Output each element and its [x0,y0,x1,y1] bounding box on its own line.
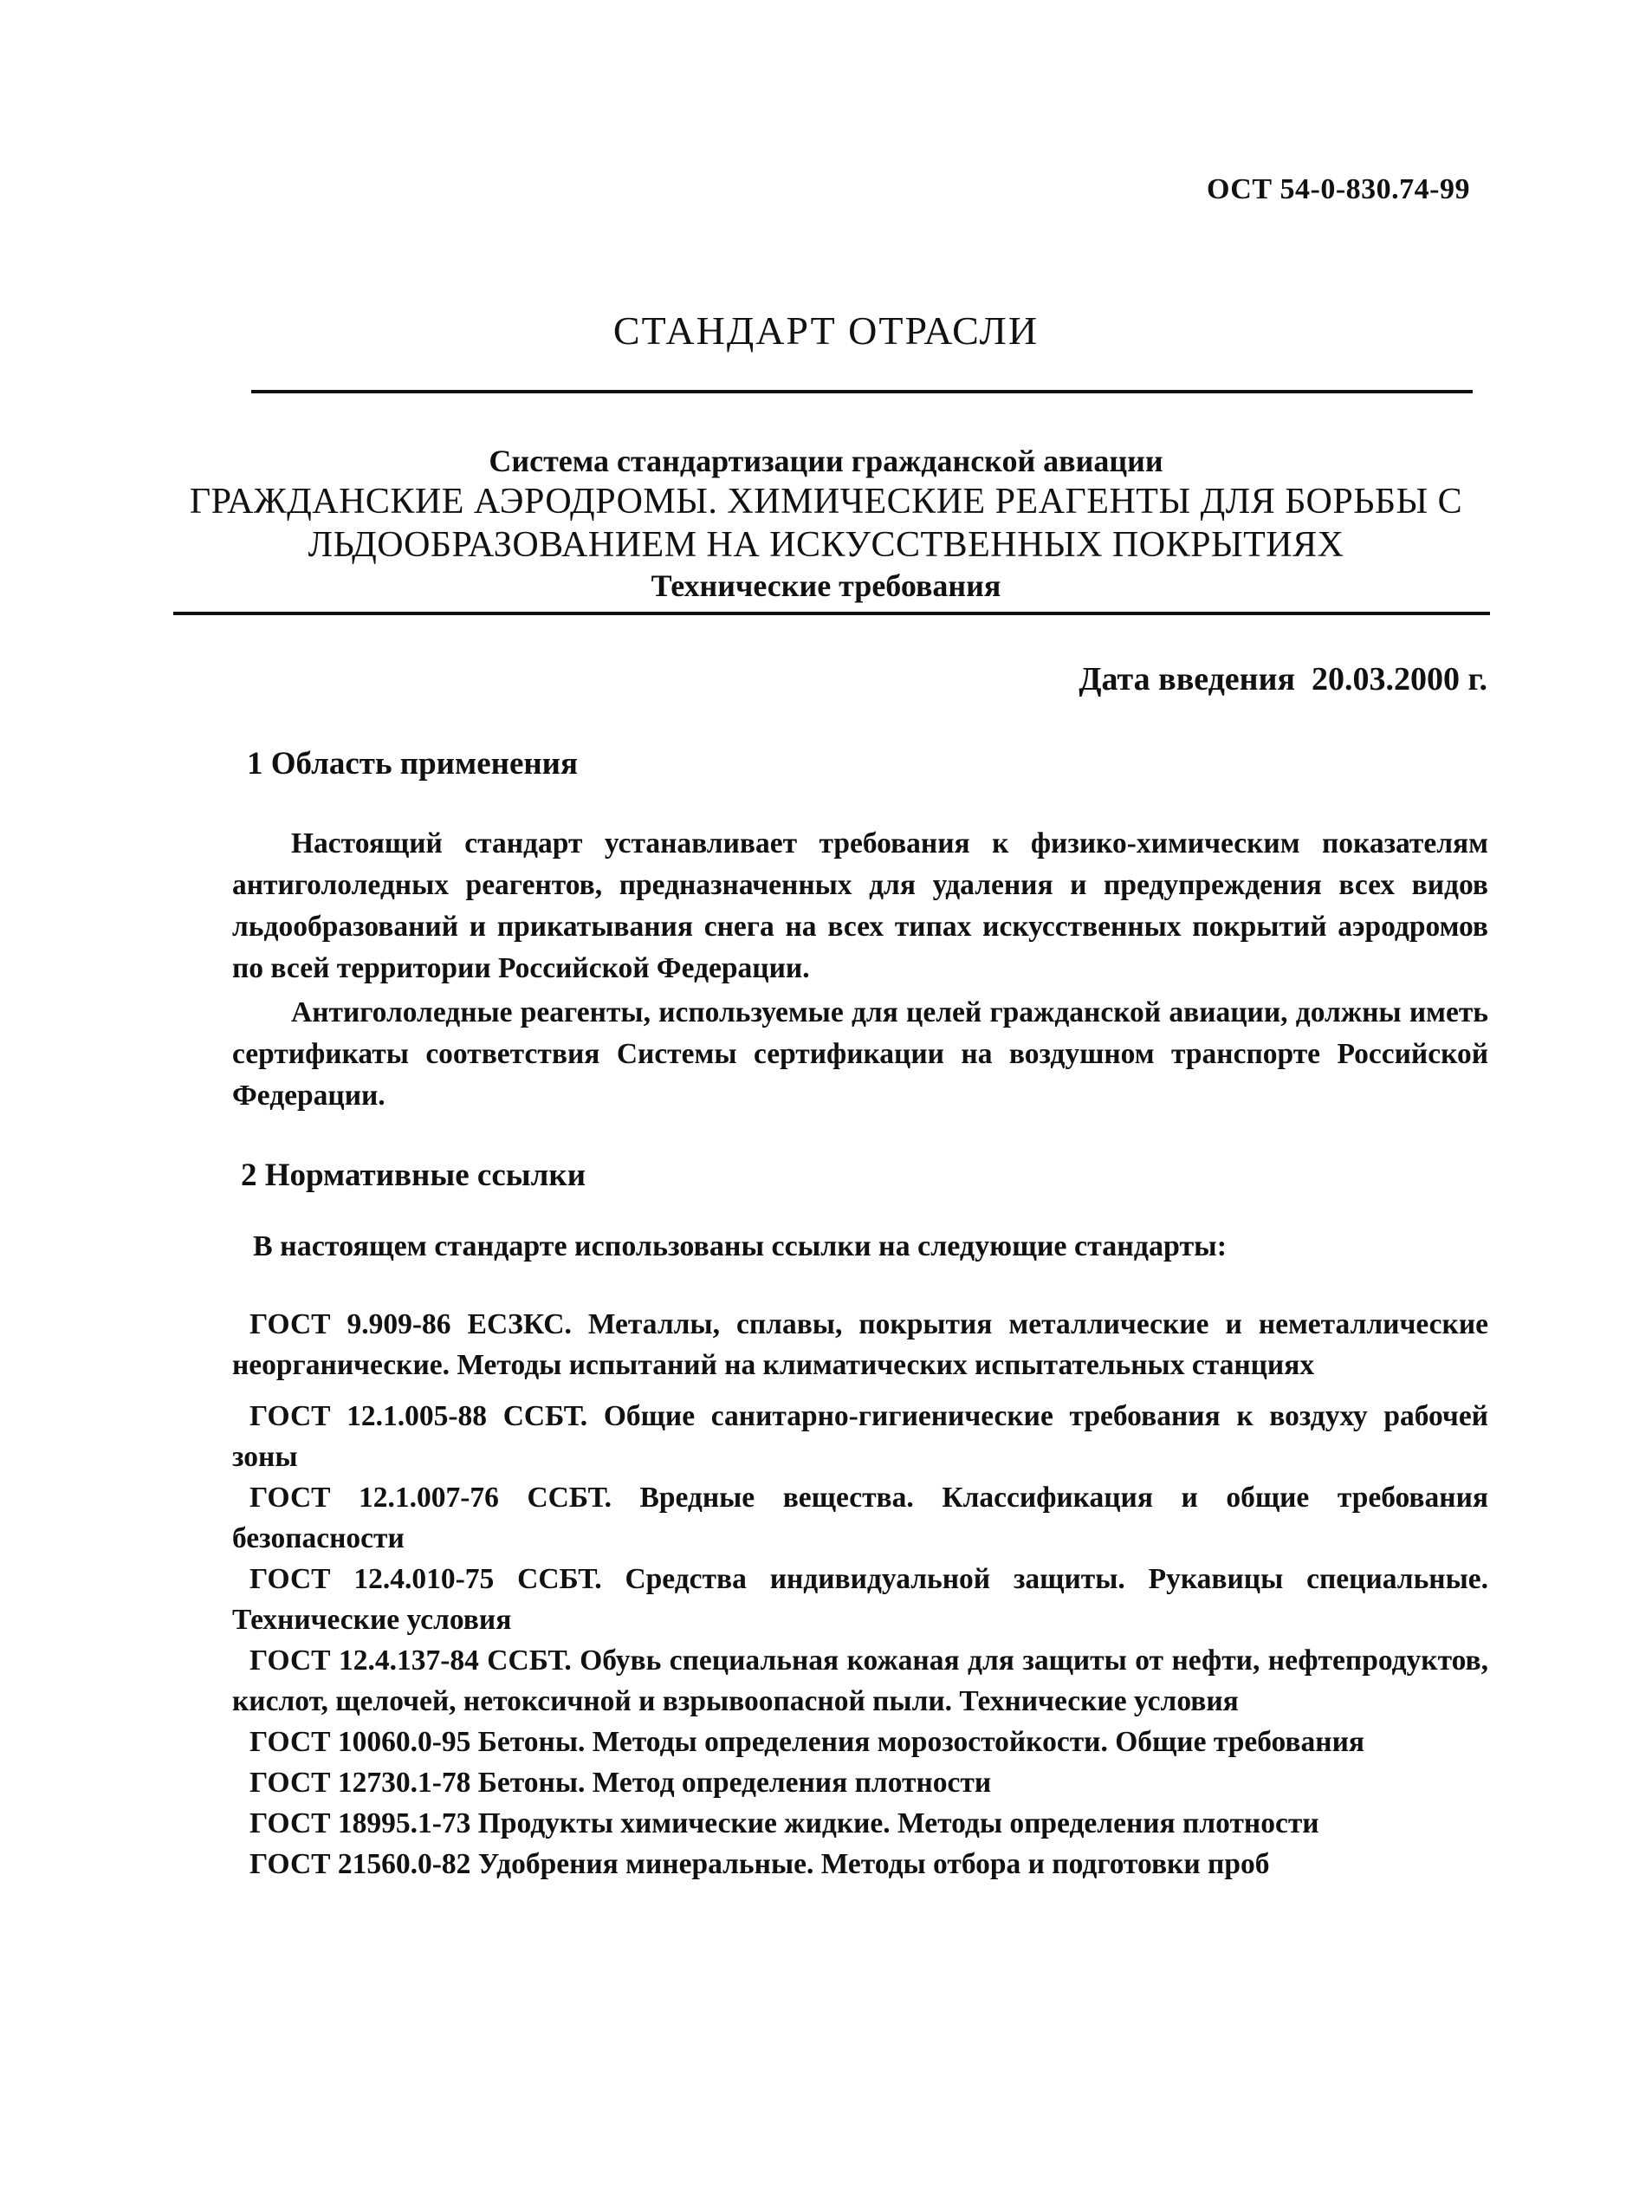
section-heading-scope: 1 Область применения [247,746,579,782]
ref-item: ГОСТ 18995.1-73 Продукты химические жидкие. Методы определения плотности [249,1807,1319,1839]
scope-paragraph-2-text: Антигололедные реагенты, используемые для целей гражданской авиации, должны иметь сертификаты соответствия Системы сертификации на воздушном транспорте Российской Федерации. [232,996,1488,1112]
normative-refs-list [232,1304,1488,1884]
scope-paragraph-1-text: Настоящий стандарт устанавливает требования к физико-химическим показателям антигололедных реагентов, предназначенных для удаления и предупреждения всех видов льдообразований и прикатывания снега на всех типах искусственных покрытий аэродромов по всей территории Российской Федерации. [232,827,1488,984]
ref-item: ГОСТ 10060.0-95 Бетоны. Методы определения морозостойкости. Общие требования [249,1726,1365,1758]
ref-item: ГОСТ 12.1.007-76 ССБТ. Вредные вещества. Классификация и общие требования безопасности [232,1482,1488,1554]
scope-paragraph-1 [232,823,1488,989]
ref-item: ГОСТ 9.909-86 ЕСЗКС. Металлы, сплавы, покрытия металлические и неметаллические неорганические. Методы испытаний на климатических испытательных станциях [232,1308,1488,1381]
document-code: ОСТ 54-0-830.74-99 [1206,173,1470,205]
ref-item: ГОСТ 12.4.010-75 ССБТ. Средства индивидуальной защиты. Рукавицы специальные. Технические условия [232,1563,1488,1636]
document-title-line-2: ЛЬДООБРАЗОВАНИЕМ НА ИСКУССТВЕННЫХ ПОКРЫТИЯХ [308,525,1344,565]
scope-paragraph-2 [232,992,1488,1117]
document-title-line-1: ГРАЖДАНСКИЕ АЭРОДРОМЫ. ХИМИЧЕСКИЕ РЕАГЕНТЫ ДЛЯ БОРЬБЫ С [189,482,1463,522]
divider-top [251,390,1473,393]
title-block [0,442,1652,605]
document-subtitle: Технические требования [651,568,1001,603]
system-name: Система стандартизации гражданской авиации [489,444,1163,478]
divider-bottom [173,612,1490,615]
ref-item: ГОСТ 12.4.137-84 ССБТ. Обувь специальная кожаная для защиты от нефти, нефтепродуктов, кислот, щелочей, нетоксичной и взрывоопасной пыли. Технические условия [232,1644,1488,1717]
ref-item: ГОСТ 21560.0-82 Удобрения минеральные. Методы отбора и подготовки проб [249,1848,1270,1880]
ref-item: ГОСТ 12.1.005-88 ССБТ. Общие санитарно-гигиенические требования к воздуху рабочей зоны [232,1400,1488,1473]
introduction-date: Дата введения 20.03.2000 г. [1079,661,1487,697]
section-heading-normative-refs: 2 Нормативные ссылки [241,1158,586,1193]
ref-item: ГОСТ 12730.1-78 Бетоны. Метод определения плотности [249,1767,992,1799]
normative-refs-intro: В настоящем стандарте использованы ссылки на следующие стандарты: [253,1230,1228,1262]
standard-type-heading: СТАНДАРТ ОТРАСЛИ [612,308,1040,353]
